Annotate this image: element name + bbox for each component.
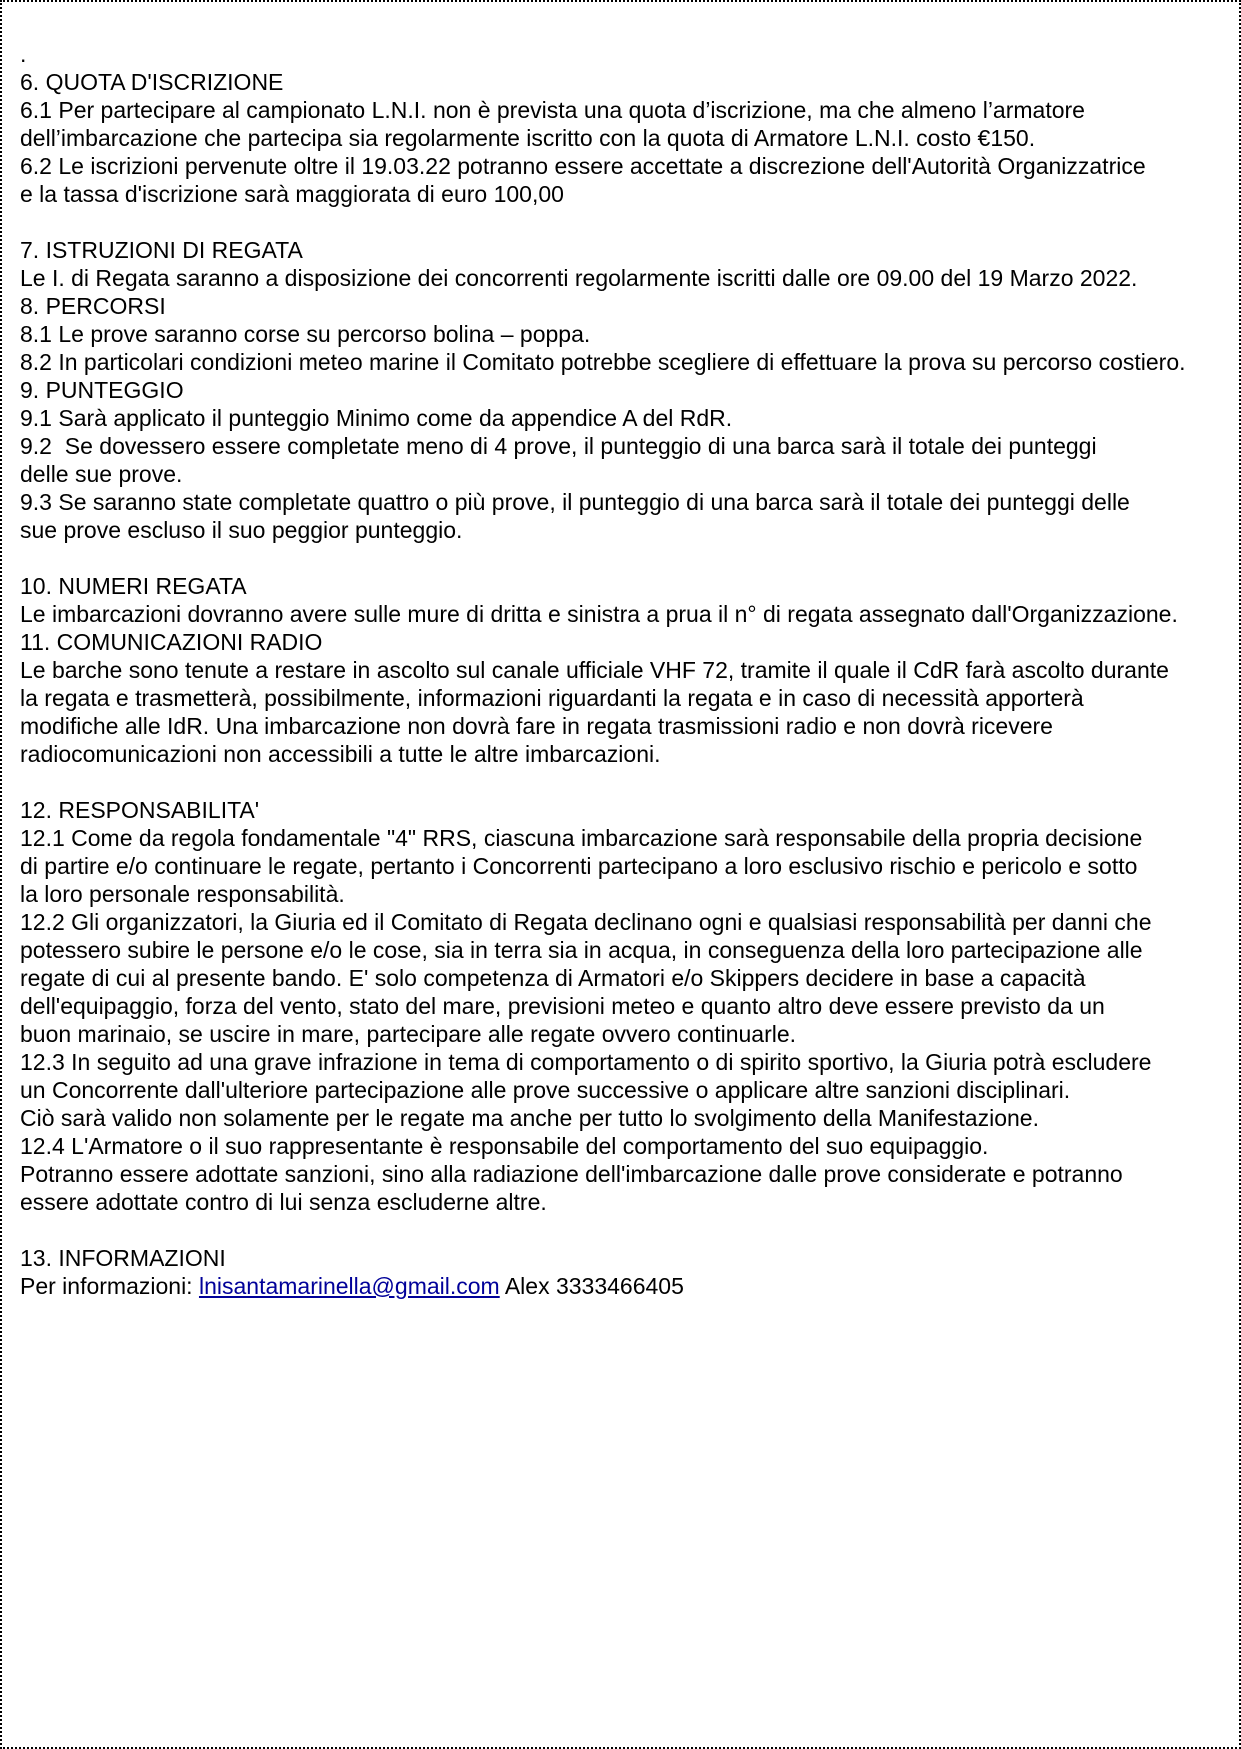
contact-prefix: Per informazioni: bbox=[20, 1273, 199, 1299]
document-line bbox=[20, 1216, 1231, 1244]
document-line: essere adottate contro di lui senza escluderne altre. bbox=[20, 1189, 547, 1215]
document-line: 8.2 In particolari condizioni meteo marine il Comitato potrebbe scegliere di effettuare la prova su percorso costiero. bbox=[20, 349, 1186, 375]
document-line: 12.2 Gli organizzatori, la Giuria ed il Comitato di Regata declinano ogni e qualsiasi responsabilità per danni che bbox=[20, 909, 1152, 935]
document-line: regate di cui al presente bando. E' solo competenza di Armatori e/o Skippers decidere in base a capacità bbox=[20, 965, 1086, 991]
email-link[interactable]: lnisantamarinella@gmail.com bbox=[198, 1273, 500, 1299]
document-line: Le imbarcazioni dovranno avere sulle mure di dritta e sinistra a prua il n° di regata assegnato dall'Organizzazione. bbox=[20, 601, 1178, 627]
document-line: sue prove escluso il suo peggior punteggio. bbox=[20, 517, 463, 543]
document-line: modifiche alle IdR. Una imbarcazione non dovrà fare in regata trasmissioni radio e non dovrà ricevere bbox=[20, 713, 1053, 739]
document-line: Le barche sono tenute a restare in ascolto sul canale ufficiale VHF 72, tramite il quale il CdR farà ascolto durante bbox=[20, 657, 1169, 683]
document-body bbox=[20, 40, 1231, 1272]
document-line: un Concorrente dall'ulteriore partecipazione alle prove successive o applicare altre sanzioni disciplinari. bbox=[20, 1077, 1071, 1103]
document-line: 8.1 Le prove saranno corse su percorso bolina – poppa. bbox=[20, 321, 591, 347]
document-line: e la tassa d'iscrizione sarà maggiorata di euro 100,00 bbox=[20, 181, 564, 207]
contact-suffix: Alex 3333466405 bbox=[499, 1273, 684, 1299]
document-line: . bbox=[20, 41, 27, 67]
document-line: di partire e/o continuare le regate, pertanto i Concorrenti partecipano a loro esclusivo rischio e pericolo e sotto bbox=[20, 853, 1138, 879]
document-line: radiocomunicazioni non accessibili a tutte le altre imbarcazioni. bbox=[20, 741, 661, 767]
document-line: la loro personale responsabilità. bbox=[20, 881, 345, 907]
document-line: 12.3 In seguito ad una grave infrazione in tema di comportamento o di spirito sportivo, la Giuria potrà escludere bbox=[20, 1049, 1152, 1075]
section-heading: 9. PUNTEGGIO bbox=[20, 377, 184, 403]
document-line: 9.1 Sarà applicato il punteggio Minimo come da appendice A del RdR. bbox=[20, 405, 733, 431]
document-line: buon marinaio, se uscire in mare, partecipare alle regate ovvero continuarle. bbox=[20, 1021, 797, 1047]
document-line: 6.2 Le iscrizioni pervenute oltre il 19.03.22 potranno essere accettate a discrezione dell'Autorità Organizzatrice bbox=[20, 153, 1146, 179]
document-line bbox=[20, 768, 1231, 796]
document-line: potessero subire le persone e/o le cose, sia in terra sia in acqua, in conseguenza della loro partecipazione alle bbox=[20, 937, 1143, 963]
section-heading: 10. NUMERI REGATA bbox=[20, 573, 247, 599]
section-heading: 8. PERCORSI bbox=[20, 293, 166, 319]
document-line: dell’imbarcazione che partecipa sia regolarmente iscritto con la quota di Armatore L.N.I. costo €150. bbox=[20, 125, 1036, 151]
document-line: 12.1 Come da regola fondamentale "4" RRS, ciascuna imbarcazione sarà responsabile della propria decisione bbox=[20, 825, 1143, 851]
document-line: dell'equipaggio, forza del vento, stato del mare, previsioni meteo e quanto altro deve essere previsto da un bbox=[20, 993, 1105, 1019]
document-line: Ciò sarà valido non solamente per le regate ma anche per tutto lo svolgimento della Manifestazione. bbox=[20, 1105, 1039, 1131]
contact-line bbox=[20, 1272, 1231, 1300]
document-line bbox=[20, 544, 1231, 572]
document-line: la regata e trasmetterà, possibilmente, informazioni riguardanti la regata e in caso di necessità apporterà bbox=[20, 685, 1084, 711]
document-line: delle sue prove. bbox=[20, 461, 183, 487]
document-line: Potranno essere adottate sanzioni, sino alla radiazione dell'imbarcazione dalle prove considerate e potranno bbox=[20, 1161, 1123, 1187]
document-line: 9.3 Se saranno state completate quattro o più prove, il punteggio di una barca sarà il totale dei punteggi delle bbox=[20, 489, 1130, 515]
document-line: 6.1 Per partecipare al campionato L.N.I. non è prevista una quota d’iscrizione, ma che almeno l’armatore bbox=[20, 97, 1085, 123]
section-heading: 11. COMUNICAZIONI RADIO bbox=[20, 629, 323, 655]
document-line: 9.2 Se dovessero essere completate meno di 4 prove, il punteggio di una barca sarà il totale dei punteggi bbox=[20, 433, 1097, 459]
document-line: 12.4 L'Armatore o il suo rappresentante è responsabile del comportamento del suo equipaggio. bbox=[20, 1133, 989, 1159]
document-line bbox=[20, 208, 1231, 236]
section-heading: 12. RESPONSABILITA' bbox=[20, 797, 260, 823]
section-heading: 6. QUOTA D'ISCRIZIONE bbox=[20, 69, 284, 95]
section-heading: 7. ISTRUZIONI DI REGATA bbox=[20, 237, 303, 263]
section-heading: 13. INFORMAZIONI bbox=[20, 1245, 226, 1271]
document-line: Le I. di Regata saranno a disposizione dei concorrenti regolarmente iscritti dalle ore 09.00 del 19 Marzo 2022. bbox=[20, 265, 1138, 291]
